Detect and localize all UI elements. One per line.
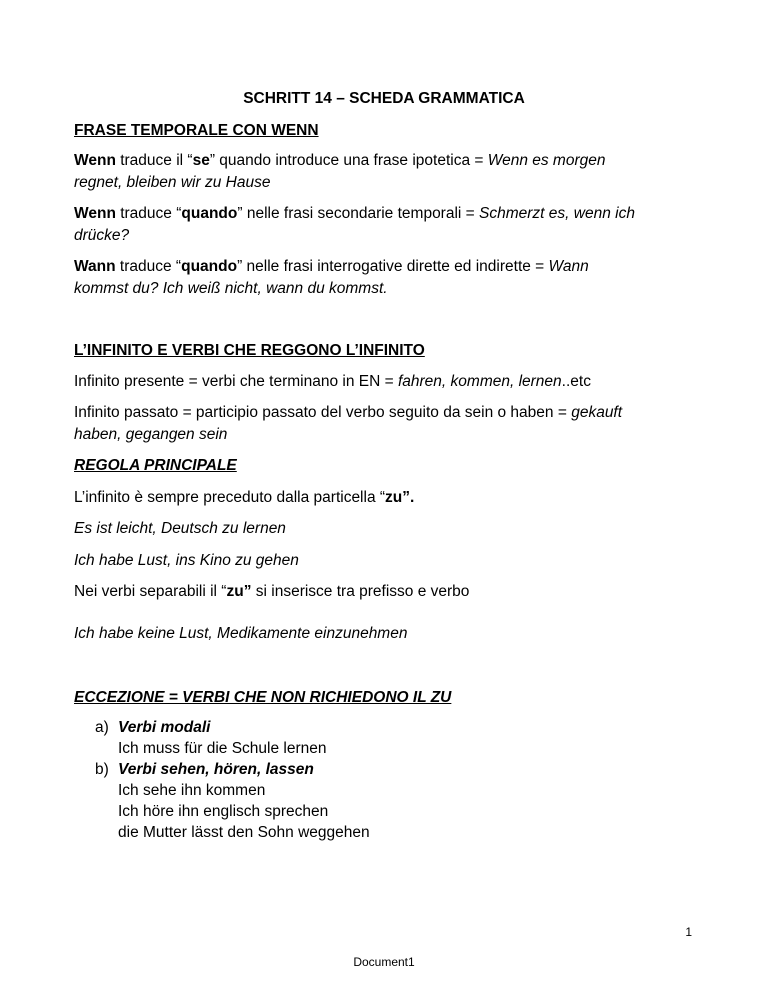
list-item-b: b) Verbi sehen, hören, lassen xyxy=(95,761,314,778)
paragraph-infinito-presente: Infinito presente = verbi che terminano in EN = fahren, kommen, lernen..etc xyxy=(74,373,591,390)
document-name: Document1 xyxy=(353,955,415,969)
list-item-b-example-3: die Mutter lässt den Sohn weggehen xyxy=(118,824,370,841)
list-item-a-example: Ich muss für die Schule lernen xyxy=(118,740,327,757)
document-title: SCHRITT 14 – SCHEDA GRAMMATICA xyxy=(243,90,525,107)
paragraph-wenn-quando-cont: drücke? xyxy=(74,227,130,244)
section-heading-wenn: FRASE TEMPORALE CON WENN xyxy=(74,122,319,139)
example-1: Es ist leicht, Deutsch zu lernen xyxy=(74,520,286,537)
paragraph-wenn-se: Wenn traduce il “se” quando introduce una frase ipotetica = Wenn es morgen xyxy=(74,152,606,169)
page-number: 1 xyxy=(685,925,692,939)
paragraph-wenn-quando: Wenn traduce “quando” nelle frasi secondarie temporali = Schmerzt es, wenn ich xyxy=(74,205,635,222)
section-heading-eccezione: ECCEZIONE = VERBI CHE NON RICHIEDONO IL ZU xyxy=(74,689,452,706)
paragraph-wann-cont: kommst du? Ich weiß nicht, wann du kommst. xyxy=(74,280,388,297)
paragraph-infinito-passato-cont: haben, gegangen sein xyxy=(74,426,228,443)
paragraph-infinito-passato: Infinito passato = participio passato del verbo seguito da sein o haben = gekauft xyxy=(74,404,623,421)
example-2: Ich habe Lust, ins Kino zu gehen xyxy=(74,552,299,569)
list-item-b-example-2: Ich höre ihn englisch sprechen xyxy=(118,803,329,820)
paragraph-wenn-se-cont: regnet, bleiben wir zu Hause xyxy=(74,174,271,191)
section-heading-infinito: L’INFINITO E VERBI CHE REGGONO L’INFINITO xyxy=(74,342,425,359)
list-item-a: a) Verbi modali xyxy=(95,719,211,736)
rule-text: L’infinito è sempre preceduto dalla particella “zu”. xyxy=(74,489,415,506)
rule-heading: REGOLA PRINCIPALE xyxy=(74,457,237,474)
example-3: Ich habe keine Lust, Medikamente einzunehmen xyxy=(74,625,408,642)
paragraph-separabili: Nei verbi separabili il “zu” si inserisce tra prefisso e verbo xyxy=(74,583,470,600)
list-item-b-example-1: Ich sehe ihn kommen xyxy=(118,782,266,799)
paragraph-wann: Wann traduce “quando” nelle frasi interrogative dirette ed indirette = Wann xyxy=(74,258,589,275)
